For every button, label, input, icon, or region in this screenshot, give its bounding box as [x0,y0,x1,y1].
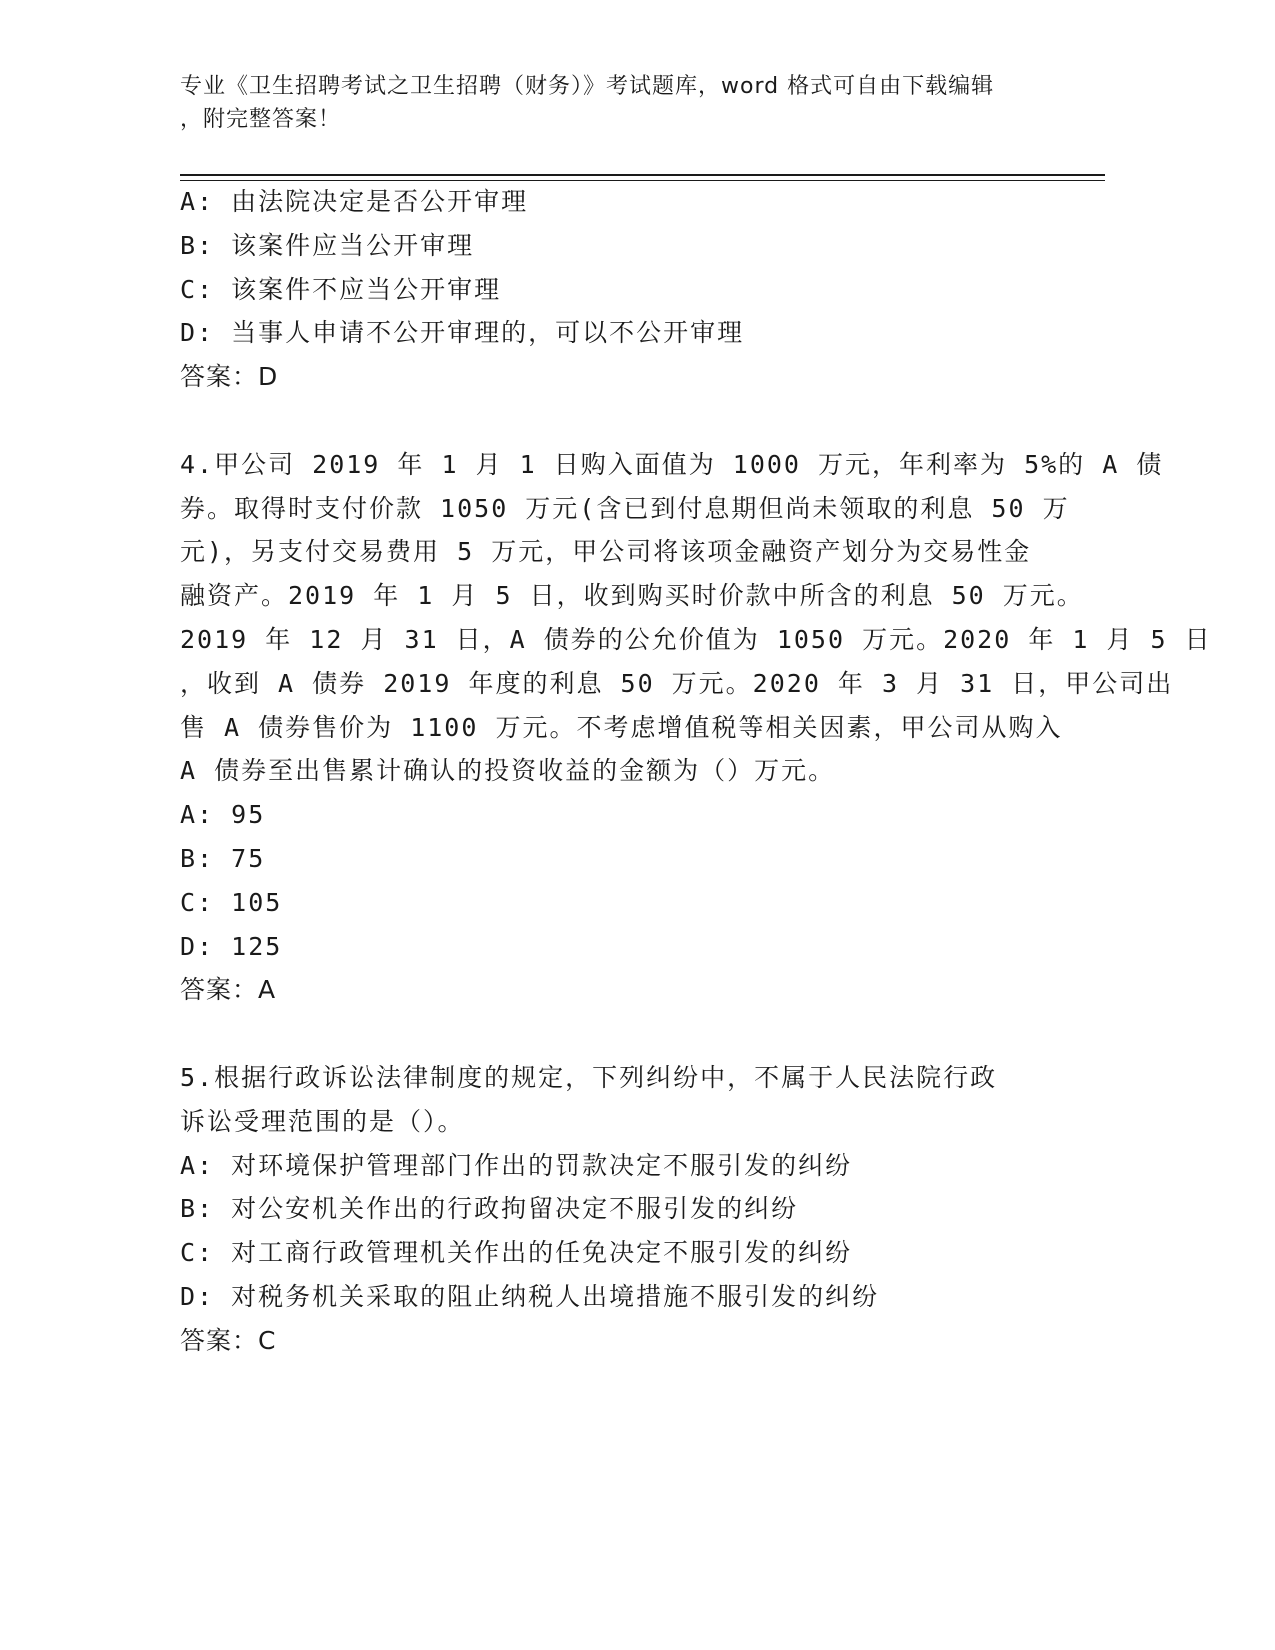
option-d: D: 当事人申请不公开审理的，可以不公开审理 [180,318,745,348]
option-a: A: 95 [180,800,266,830]
header-rule [180,174,1105,176]
question-5-block [180,1056,1040,1363]
option-a: A: 对环境保护管理部门作出的罚款决定不服引发的纠纷 [180,1150,853,1180]
question-text-line: 融资产。2019 年 1 月 5 日，收到购买时价款中所含的利息 50 万元。 [180,581,1084,611]
spacer [180,1012,1040,1056]
option-b: B: 该案件应当公开审理 [180,230,475,260]
option-d: D: 对税务机关采取的阻止纳税人出境措施不服引发的纠纷 [180,1281,880,1311]
option-c: C: 对工商行政管理机关作出的任免决定不服引发的纠纷 [180,1238,853,1268]
option-d: D: 125 [180,931,283,961]
option-b: B: 75 [180,843,266,873]
answer-label: 答案：D [180,362,279,392]
answer-label: 答案：A [180,975,277,1005]
document-header [180,70,1060,136]
question-text-line: 元)，另支付交易费用 5 万元，甲公司将该项金融资产划分为交易性金 [180,537,1032,567]
spacer [180,399,1040,443]
question-text-line: 券。取得时支付价款 1050 万元(含已到付息期但尚未领取的利息 50 万 [180,493,1070,523]
question-text-line: ，收到 A 债券 2019 年度的利息 50 万元。2020 年 3 月 31 日，甲公司出 [180,668,1174,698]
answer-label: 答案：C [180,1325,277,1355]
question-text-line: A 债券至出售累计确认的投资收益的金额为（）万元。 [180,756,836,786]
question-4-block [180,443,1212,1012]
question-text-line: 4.甲公司 2019 年 1 月 1 日购入面值为 1000 万元，年利率为 5%的 A 债 [180,449,1164,479]
question-content [180,180,1212,1363]
option-b: B: 对公安机关作出的行政拘留决定不服引发的纠纷 [180,1194,799,1224]
option-c: C: 该案件不应当公开审理 [180,274,502,304]
header-title-line: ，附完整答案！ [180,107,342,132]
question-text-line: 诉讼受理范围的是（）。 [180,1106,465,1136]
question-text-line: 售 A 债券售价为 1100 万元。不考虑增值税等相关因素，甲公司从购入 [180,712,1063,742]
header-title-line: 专业《卫生招聘考试之卫生招聘（财务）》考试题库，word 格式可自由下载编辑 [180,74,995,99]
question-3-block [180,180,1040,399]
option-a: A: 由法院决定是否公开审理 [180,187,529,216]
option-c: C: 105 [180,887,283,917]
question-text-line: 2019 年 12 月 31 日，A 债券的公允价值为 1050 万元。2020 年 1 月 5 日 [180,624,1212,654]
question-text-line: 5.根据行政诉讼法律制度的规定，下列纠纷中，不属于人民法院行政 [180,1062,998,1092]
